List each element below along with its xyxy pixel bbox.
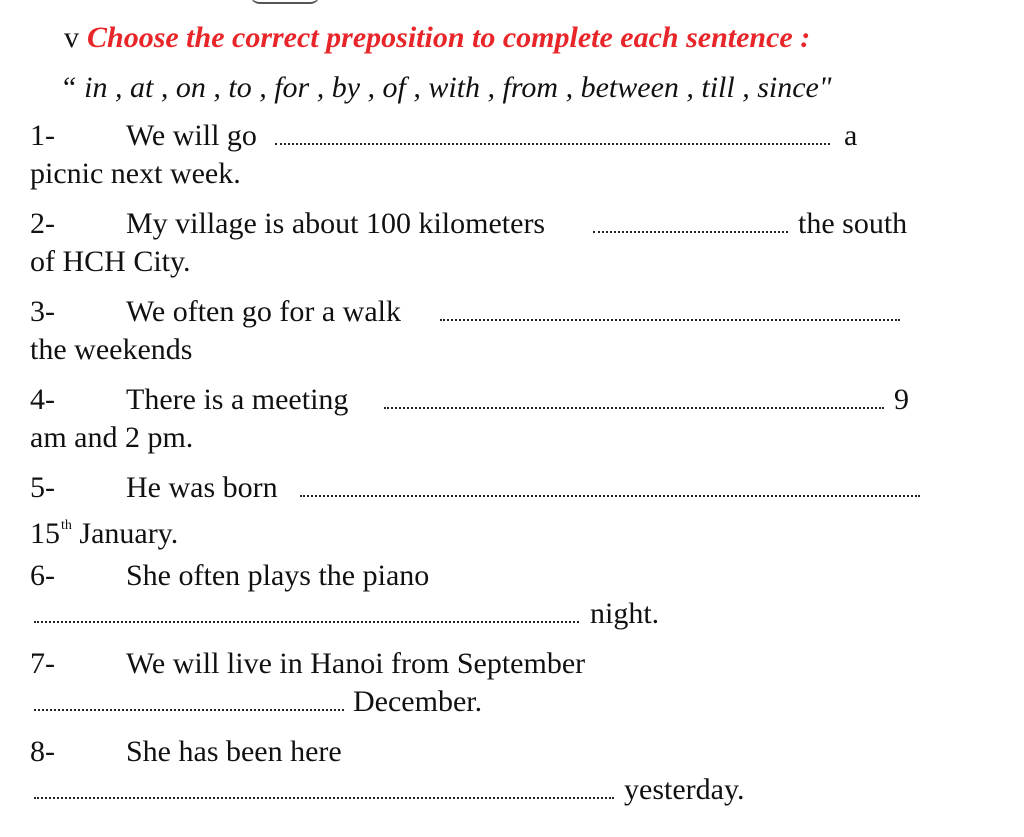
- preposition-options: “ in , at , on , to , for , by , of , with , from , between , till , since": [60, 71, 832, 104]
- sentence-end: December.: [353, 685, 483, 718]
- ordinal-suffix: th: [61, 518, 72, 533]
- exercise-item-6: [30, 557, 930, 633]
- heading-bullet: v: [64, 21, 79, 54]
- sentence-start: There is a meeting: [126, 383, 349, 416]
- exercise-item-4: [30, 381, 930, 457]
- sentence-continuation: the weekends: [30, 333, 193, 366]
- cropped-text-fragment: [250, 0, 320, 4]
- sentence-continuation: am and 2 pm.: [30, 421, 194, 454]
- sentence-start: We often go for a walk: [126, 295, 401, 328]
- sentence-end: night.: [590, 597, 660, 630]
- sentence-start: She has been here: [126, 735, 342, 768]
- item-number: 3-: [30, 295, 55, 328]
- sentence-start: He was born: [126, 471, 278, 504]
- sentence-end: yesterday.: [624, 773, 745, 806]
- item-number: 5-: [30, 471, 55, 504]
- exercise-item-1: [30, 117, 930, 193]
- item-number: 8-: [30, 735, 55, 768]
- instruction-title: Choose the correct preposition to complete each sentence :: [87, 21, 811, 54]
- answer-blank[interactable]: [384, 407, 884, 409]
- item-number: 1-: [30, 119, 55, 152]
- item-number: 2-: [30, 207, 55, 240]
- sentence-end: the south: [798, 207, 908, 240]
- answer-blank[interactable]: [34, 797, 614, 799]
- date-number: 15: [30, 517, 60, 550]
- answer-blank[interactable]: [34, 709, 344, 711]
- exercise-item-3: [30, 293, 930, 369]
- sentence-continuation: picnic next week.: [30, 157, 241, 190]
- sentence-end: 9: [894, 383, 909, 416]
- exercise-item-2: [30, 205, 930, 281]
- sentence-end: a: [844, 119, 858, 152]
- item-number: 4-: [30, 383, 55, 416]
- answer-blank[interactable]: [440, 319, 900, 321]
- date-month: January.: [79, 517, 179, 550]
- item-number: 7-: [30, 647, 55, 680]
- exercise-item-8: [30, 733, 930, 809]
- answer-blank[interactable]: [34, 621, 579, 623]
- sentence-continuation: [30, 507, 178, 553]
- answer-blank[interactable]: [300, 495, 920, 497]
- sentence-continuation: of HCH City.: [30, 245, 191, 278]
- sentence-start: She often plays the piano: [126, 559, 430, 592]
- item-number: 6-: [30, 559, 55, 592]
- sentence-start: We will live in Hanoi from September: [126, 647, 586, 680]
- answer-blank[interactable]: [275, 143, 830, 145]
- instruction-heading: [64, 20, 810, 56]
- exercise-item-5: [30, 469, 930, 550]
- exercise-item-7: [30, 645, 930, 721]
- sentence-start: We will go: [126, 119, 257, 152]
- answer-blank[interactable]: [593, 231, 788, 233]
- sentence-start: My village is about 100 kilometers: [126, 207, 546, 240]
